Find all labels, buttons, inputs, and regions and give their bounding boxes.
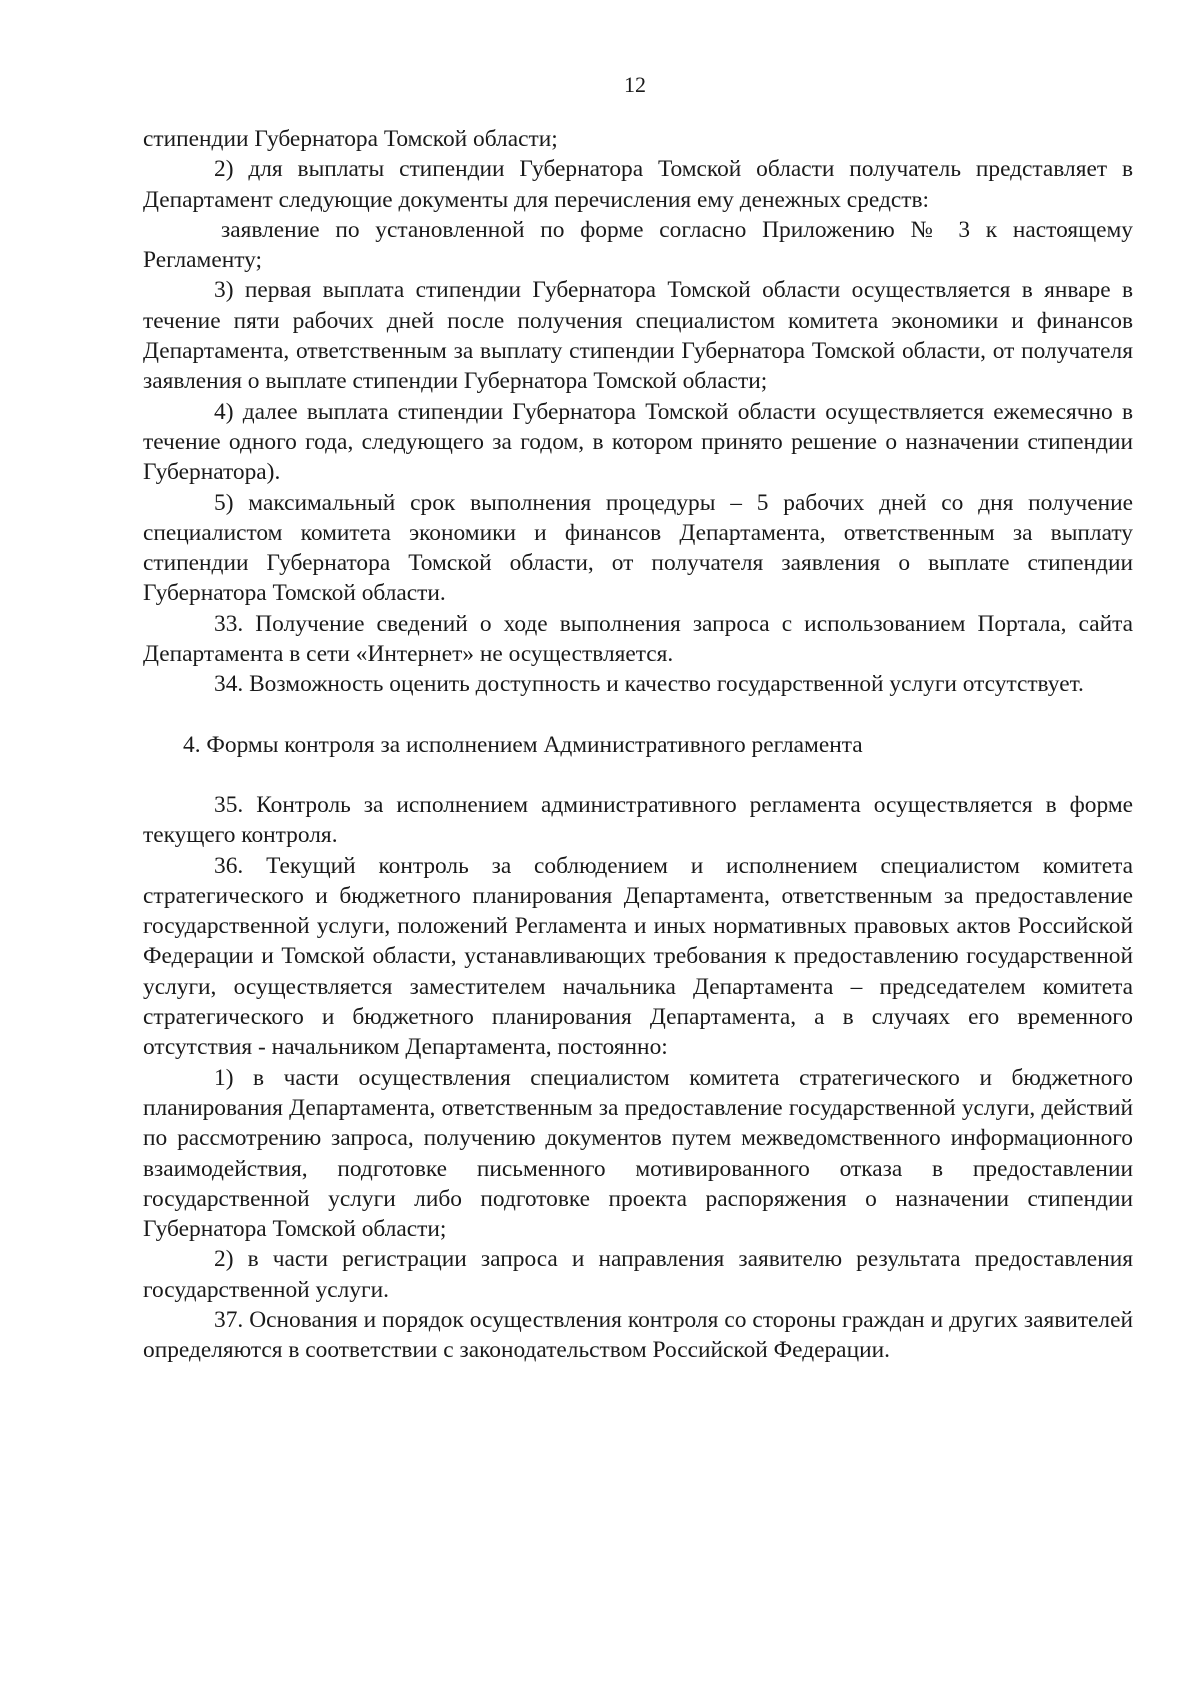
paragraph-scholarship-continuation: стипендии Губернатора Томской области; (143, 126, 558, 152)
paragraph-36-current-control: 36. Текущий контроль за соблюдением и исполнением специалистом комитета стратегического и бюджетного планирования Департамента, ответственным за предоставление государственной услуги, положений Регламента и иных нормативных правовых актов Российской Федерации и Томской области, устанавливающих требования к предоставлению государственной услуги, осуществляется заместителем начальника Департамента – председателем комитета стратегического и бюджетного планирования Департамента, а в случаях его временного отсутствия - начальником Департамента, постоянно: (143, 852, 1133, 1061)
document-body (143, 124, 1133, 1366)
paragraph-33-request-status: 33. Получение сведений о ходе выполнения запроса с использованием Портала, сайта Департамента в сети «Интернет» не осуществляется. (143, 610, 1133, 668)
section-heading-control-forms: 4. Формы контроля за исполнением Административного регламента (183, 731, 863, 758)
paragraph-item-2-documents: 2) для выплаты стипендии Губернатора Томской области получатель представляет в Департамент следующие документы для перечисления ему денежных средств: (143, 156, 1133, 213)
page-number: 12 (624, 72, 646, 97)
paragraph-item-3-first-payment: 3) первая выплата стипендии Губернатора Томской области осуществляется в январе в течение пяти рабочих дней после получения специалистом комитета экономики и финансов Департамента, ответственным за выплату стипендии Губернатора Томской области, от получателя заявления о выплате стипендии Губернатора Томской области; (143, 277, 1133, 395)
paragraph-34-quality-assessment: 34. Возможность оценить доступность и качество государственной услуги отсутствует. (214, 671, 1084, 698)
paragraph-35-control: 35. Контроль за исполнением административного регламента осуществляется в форме текущего контроля. (143, 791, 1133, 849)
paragraph-application-form: заявление по установленной по форме согласно Приложению № 3 к настоящему Регламенту; (143, 216, 1133, 274)
paragraph-36-item-2: 2) в части регистрации запроса и направления заявителю результата предоставления государственной услуги. (143, 1246, 1133, 1303)
paragraph-item-5-max-term: 5) максимальный срок выполнения процедуры – 5 рабочих дней со дня получение специалистом комитета экономики и финансов Департамента, ответственным за выплату стипендии Губернатора Томской области, от получателя заявления о выплате стипендии Губернатора Томской области. (143, 489, 1133, 607)
paragraph-item-4-monthly-payment: 4) далее выплата стипендии Губернатора Томской области осуществляется ежемесячно в течение одного года, следующего за годом, в котором принято решение о назначении стипендии Губернатора). (143, 398, 1133, 486)
paragraph-36-item-1: 1) в части осуществления специалистом комитета стратегического и бюджетного планирования Департамента, ответственным за предоставление государственной услуги, действий по рассмотрению запроса, получению документов путем межведомственного информационного взаимодействия, подготовке письменного мотивированного отказа в предоставлении государственной услуги либо подготовке проекта распоряжения о назначении стипендии Губернатора Томской области; (143, 1064, 1133, 1243)
paragraph-37-grounds: 37. Основания и порядок осуществления контроля со стороны граждан и других заявителей определяются в соответствии с законодательством Российской Федерации. (143, 1306, 1133, 1364)
